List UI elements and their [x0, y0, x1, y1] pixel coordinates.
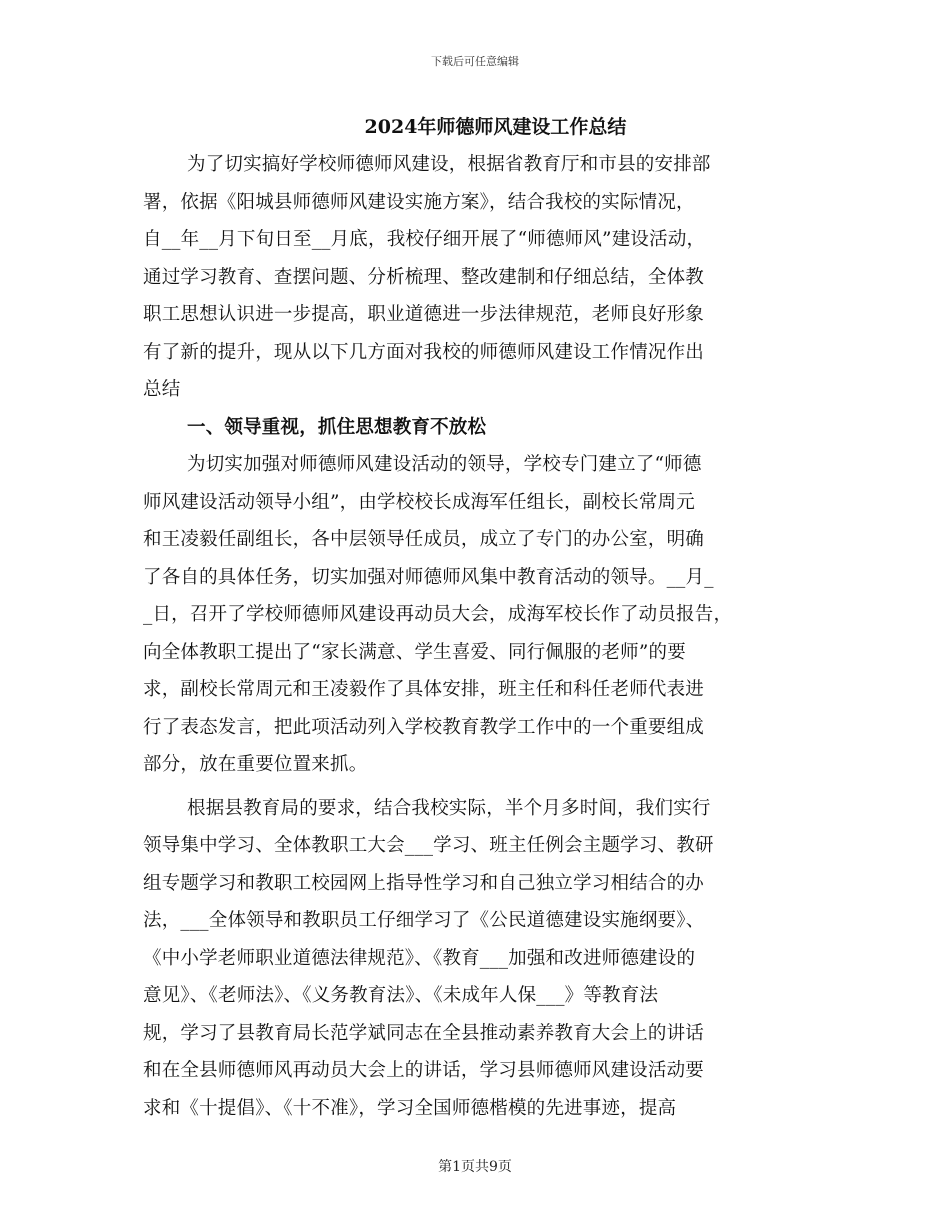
text-line: 有了新的提升，现从以下几方面对我校的师德师风建设工作情况作出 [143, 341, 705, 363]
section-heading-1 [143, 409, 808, 447]
text-line: 职工思想认识进一步提高，职业道德进一步法律规范，老师良好形象 [143, 304, 705, 325]
text-line: 和在全县师德师风再动员大会上的讲话，学习县师德师风建设活动要 [143, 1060, 705, 1081]
text-line: 组专题学习和教职工校园网上指导性学习和自己独立学习相结合的办 [143, 872, 705, 894]
document-title: 2024年师德师风建设工作总结 [364, 116, 627, 138]
page-header-note: 下载后可任意编辑 [431, 55, 519, 68]
text-line: 总结 [143, 379, 181, 400]
text-line: 向全体教职工提出了“家长满意、学生喜爱、同行佩服的老师”的要 [143, 641, 686, 663]
text-line: 求和《十提倡》、《十不准》，学习全国师德楷模的先进事迹，提高 [143, 1097, 677, 1119]
text-line: 和王凌毅任副组长，各中层领导任成员，成立了专门的办公室，明确 [143, 529, 705, 550]
text-line: 为了切实搞好学校师德师风建设，根据省教育厅和市县的安排部 [187, 154, 711, 175]
text-line: _日，召开了学校师德师风建设再动员大会，成海军校长作了动员报告， [143, 604, 733, 625]
paragraph-leadership [143, 446, 808, 784]
text-line: 根据县教育局的要求，结合我校实际，半个月多时间，我们实行 [187, 797, 711, 819]
text-line: 部分，放在重要位置来抓。 [143, 754, 368, 775]
text-line: 领导集中学习、全体教职工大会___学习、班主任例会主题学习、教研 [143, 835, 714, 856]
text-line: 了各自的具体任务，切实加强对师德师风集中教育活动的领导。__月_ [143, 566, 714, 588]
text-line: 法，___全体领导和教职员工仔细学习了《公民道德建设实施纲要》、 [143, 910, 705, 931]
text-line: 意见》、《老师法》、《义务教育法》、《未成年人保___》等教育法 [143, 985, 659, 1006]
text-line: 求，副校长常周元和王凌毅作了具体安排，班主任和科任老师代表进 [143, 679, 705, 700]
text-line: 《中小学老师职业道德法律规范》、《教育___加强和改进师德建设的 [143, 947, 696, 969]
text-line: 通过学习教育、查摆问题、分析梳理、整改建制和仔细总结，全体教 [143, 266, 705, 288]
document-body [143, 108, 808, 1127]
text-line: 师风建设活动领导小组”，由学校校长成海军任组长，副校长常周元 [143, 491, 695, 513]
text-line: 规，学习了县教育局长范学斌同志在全县推动素养教育大会上的讲话 [143, 1022, 705, 1044]
text-line: 为切实加强对师德师风建设活动的领导，学校专门建立了“师德 [187, 454, 702, 475]
text-line: 自__年__月下旬日至__月底，我校仔细开展了“师德师风”建设活动， [143, 229, 706, 250]
page-number: 第1页共9页 [438, 1159, 512, 1175]
paragraph-study [143, 790, 808, 1128]
text-line: 署，依据《阳城县师德师风建设实施方案》，结合我校的实际情况， [143, 191, 695, 213]
section-heading: 一、领导重视，抓住思想教育不放松 [187, 416, 487, 438]
paragraph-intro [143, 146, 808, 409]
text-line: 行了表态发言，把此项活动列入学校教育教学工作中的一个重要组成 [143, 716, 705, 738]
